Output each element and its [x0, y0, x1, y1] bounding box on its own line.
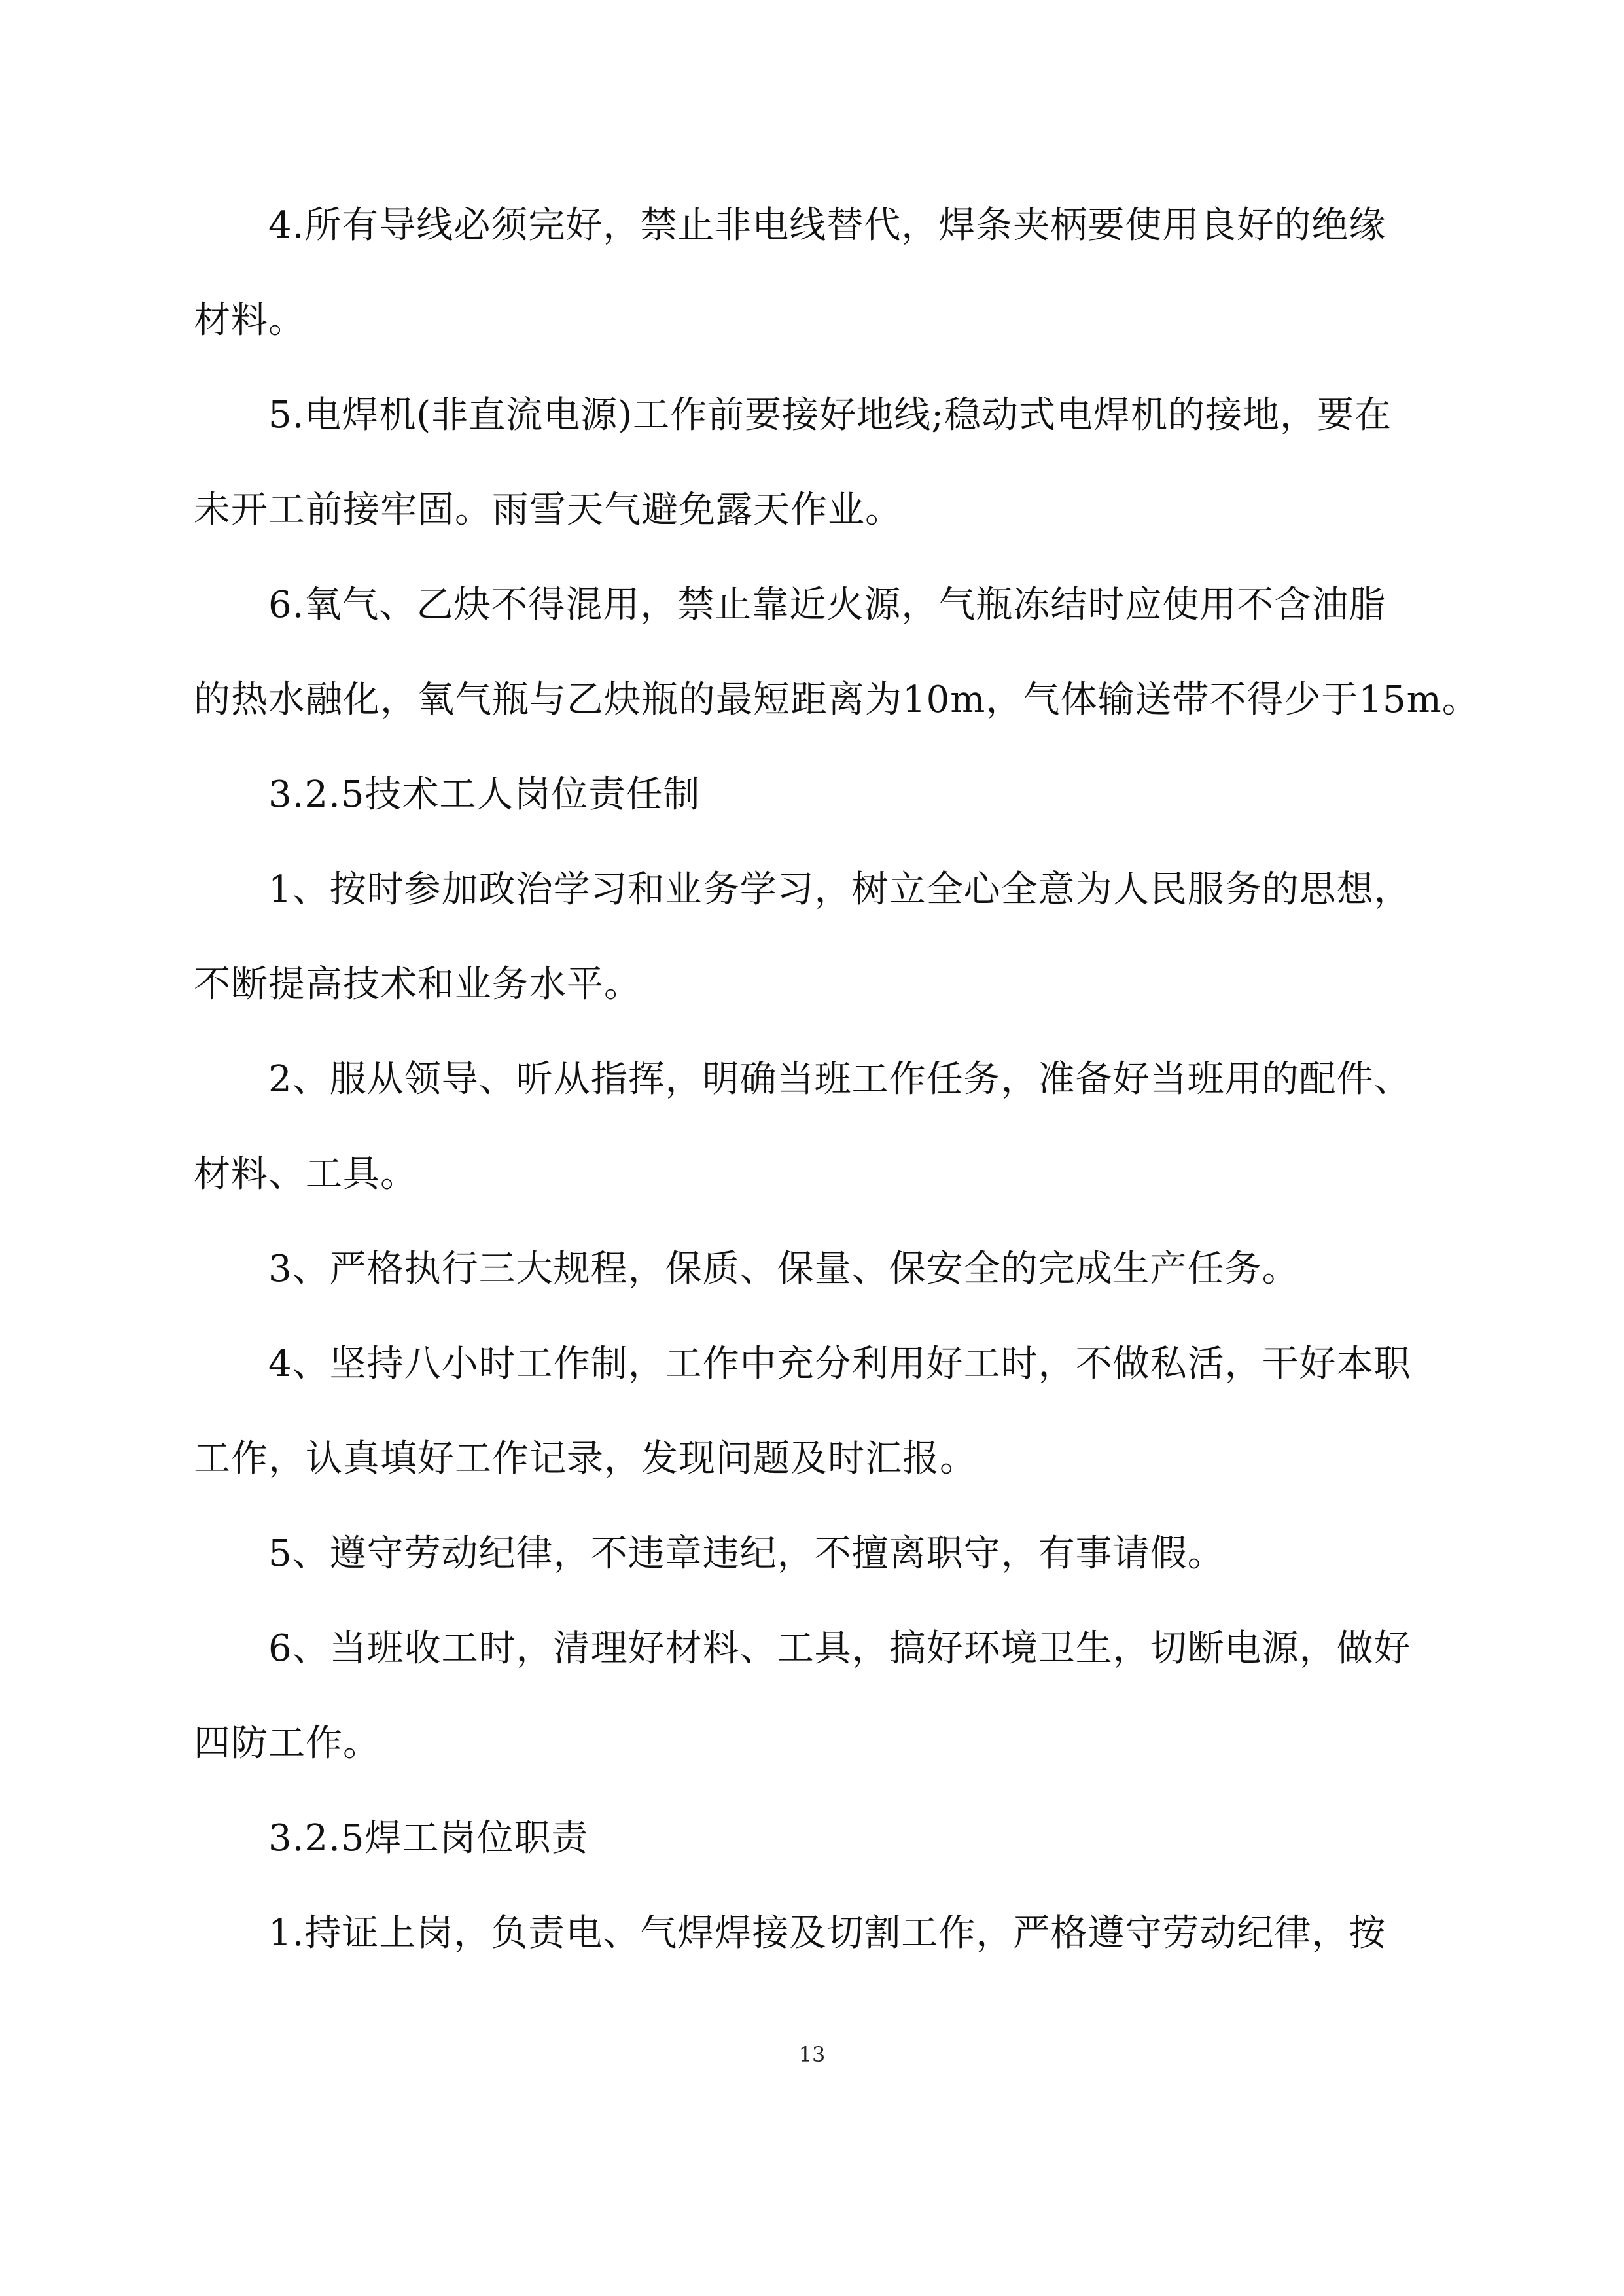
paragraph-line: 的热水融化，氧气瓶与乙炔瓶的最短距离为10m，气体输送带不得少于15m。	[194, 679, 1479, 721]
section-heading: 3.2.5焊工岗位职责	[268, 1817, 589, 1860]
paragraph-line: 材料、工具。	[194, 1153, 417, 1195]
paragraph-line: 5、遵守劳动纪律，不违章违纪，不擅离职守，有事请假。	[268, 1532, 1225, 1575]
paragraph-line: 3、严格执行三大规程，保质、保量、保安全的完成生产任务。	[268, 1248, 1299, 1290]
paragraph-line: 工作，认真填好工作记录，发现问题及时汇报。	[194, 1438, 977, 1480]
paragraph-line: 不断提高技术和业务水平。	[194, 963, 641, 1006]
page-number: 13	[798, 2042, 826, 2067]
paragraph-line: 1.持证上岗，负责电、气焊焊接及切割工作，严格遵守劳动纪律，按	[268, 1912, 1386, 1954]
paragraph-line: 2、服从领导、听从指挥，明确当班工作任务，准备好当班用的配件、	[268, 1058, 1411, 1101]
paragraph-line: 6.氧气、乙炔不得混用，禁止靠近火源，气瓶冻结时应使用不含油脂	[268, 584, 1386, 626]
paragraph-line: 1、按时参加政治学习和业务学习，树立全心全意为人民服务的思想，	[268, 868, 1411, 911]
paragraph-line: 6、当班收工时，清理好材料、工具，搞好环境卫生，切断电源，做好	[268, 1627, 1411, 1670]
paragraph-line: 四防工作。	[194, 1722, 380, 1765]
paragraph-line: 5.电焊机(非直流电源)工作前要接好地线;稳动式电焊机的接地，要在	[268, 394, 1392, 436]
section-heading: 3.2.5技术工人岗位责任制	[268, 773, 701, 816]
paragraph-line: 未开工前接牢固。雨雪天气避免露天作业。	[194, 489, 902, 531]
paragraph-line: 4、坚持八小时工作制，工作中充分利用好工时，不做私活，干好本职	[268, 1343, 1411, 1385]
paragraph-line: 4.所有导线必须完好，禁止非电线替代，焊条夹柄要使用良好的绝缘	[268, 204, 1386, 247]
paragraph-line: 材料。	[194, 299, 306, 342]
